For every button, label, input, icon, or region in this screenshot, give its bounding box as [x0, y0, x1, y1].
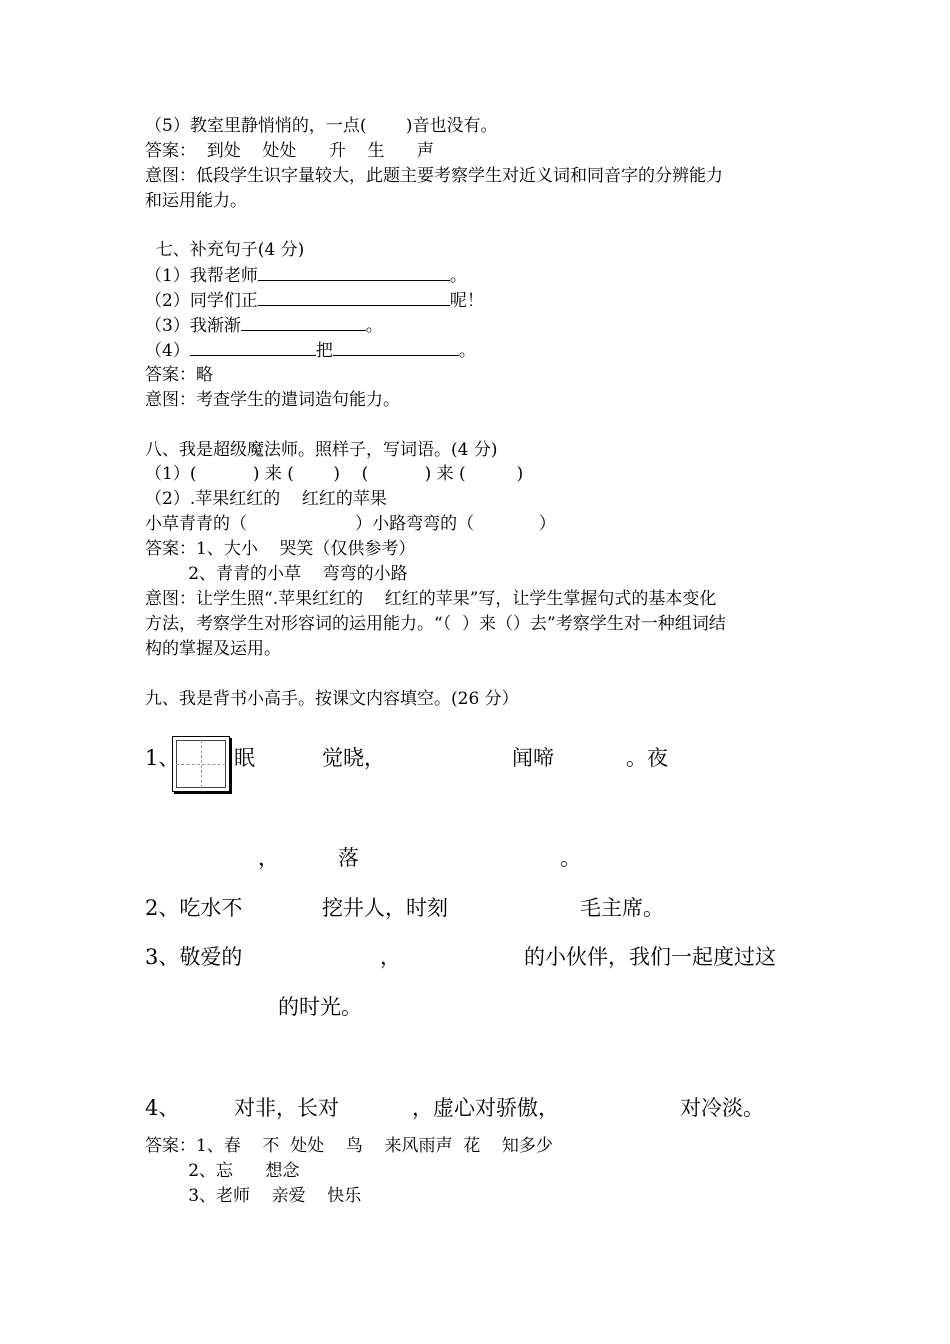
q9-answer-3: 3、老师 亲爱 快乐 [145, 1186, 362, 1206]
q6-intent-line2: 和运用能力。 [145, 191, 247, 211]
q9-p1-a: 眠 [234, 746, 255, 770]
q9-p3-b: ， [380, 945, 401, 969]
q7-sentence-2 [145, 288, 484, 313]
q7-s4-suffix: 。 [458, 341, 476, 361]
q8-item2: （2）.苹果红红的 红红的苹果 [145, 489, 387, 509]
q6-intent-line1: 意图：低段学生识字量较大，此题主要考察学生对近义词和同音字的分辨能力 [145, 166, 723, 186]
q7-s1-suffix: 。 [449, 266, 467, 286]
q9-p1-g: 。 [560, 846, 581, 870]
q7-answer: 答案：略 [145, 365, 213, 385]
q9-answer-1: 答案：1、春 不 处处 鸟 来风雨声 花 知多少 [145, 1136, 553, 1156]
q7-sentence-1 [145, 263, 467, 288]
q9-p1-b: 觉晓， [322, 746, 385, 770]
q9-p1-d: 。夜 [626, 746, 668, 770]
q7-s4-blank-1[interactable] [190, 338, 316, 356]
q7-s1-prefix: （1）我帮老师 [145, 266, 258, 286]
q8-title: 八、我是超级魔法师。照样子，写词语。(4 分) [145, 440, 498, 460]
q7-s2-prefix: （2）同学们正 [145, 291, 258, 311]
q7-s4-prefix: （4） [145, 341, 190, 361]
q9-p2-c: 毛主席。 [580, 896, 664, 920]
q9-p1-e: ， [258, 846, 279, 870]
q9-p4-b: 对非，长对 [234, 1096, 339, 1120]
q7-intent: 意图：考查学生的遣词造句能力。 [145, 390, 400, 410]
q7-sentence-4 [145, 338, 476, 363]
q8-item3: 小草青青的（ ）小路弯弯的（ ） [145, 514, 556, 534]
q9-p3-d: 的时光。 [278, 995, 362, 1019]
q9-p1-number: 1、 [145, 746, 180, 770]
q6-answer: 答案： 到处 处处 升 生 声 [145, 141, 434, 161]
q7-s3-blank[interactable] [241, 313, 366, 331]
q9-title: 九、我是背书小高手。按课文内容填空。(26 分） [145, 689, 519, 709]
q9-p4-a: 4、 [145, 1096, 180, 1120]
q9-p3-a: 3、敬爱的 [145, 945, 243, 969]
q6-item5: （5）教室里静悄悄的，一点( )音也没有。 [145, 116, 498, 136]
q8-answer-2: 2、青青的小草 弯弯的小路 [145, 564, 408, 584]
q8-intent-line1: 意图：让学生照“.苹果红红的 红红的苹果”写，让学生掌握句式的基本变化 [145, 589, 717, 609]
q7-s4-mid: 把 [315, 341, 333, 361]
q8-answer-1: 答案：1、大小 哭笑（仅供参考） [145, 539, 416, 559]
q7-s3-prefix: （3）我渐渐 [145, 316, 241, 336]
q7-sentence-3 [145, 313, 383, 338]
q9-p3-c: 的小伙伴，我们一起度过这 [524, 945, 776, 969]
q8-intent-line2: 方法，考察学生对形容词的运用能力。“（ ）来（）去”考察学生对一种组词结 [145, 614, 726, 634]
q7-s4-blank-2[interactable] [333, 338, 459, 356]
q9-p4-d: 对冷淡。 [680, 1096, 764, 1120]
q9-p1-f: 落 [338, 846, 359, 870]
q7-s3-suffix: 。 [365, 316, 383, 336]
q9-answer-2: 2、忘 想念 [145, 1161, 300, 1181]
tianzige-writing-box[interactable] [172, 736, 230, 792]
q7-s2-suffix: 呢！ [449, 291, 484, 311]
tianzige-vertical-guide [201, 740, 202, 788]
q9-p2-b: 挖井人，时刻 [322, 896, 448, 920]
q8-item1: （1）( ) 来 ( ) ( ) 来 ( ) [145, 464, 524, 484]
q8-intent-line3: 构的掌握及运用。 [145, 639, 281, 659]
q7-s1-blank[interactable] [258, 263, 450, 281]
q9-p1-c: 闻啼 [512, 746, 554, 770]
q9-p2-a: 2、吃水不 [145, 896, 243, 920]
q9-p4-c: ，虚心对骄傲， [412, 1096, 559, 1120]
q7-s2-blank[interactable] [258, 288, 450, 306]
q7-title: 七、补充句子(4 分) [145, 240, 305, 260]
